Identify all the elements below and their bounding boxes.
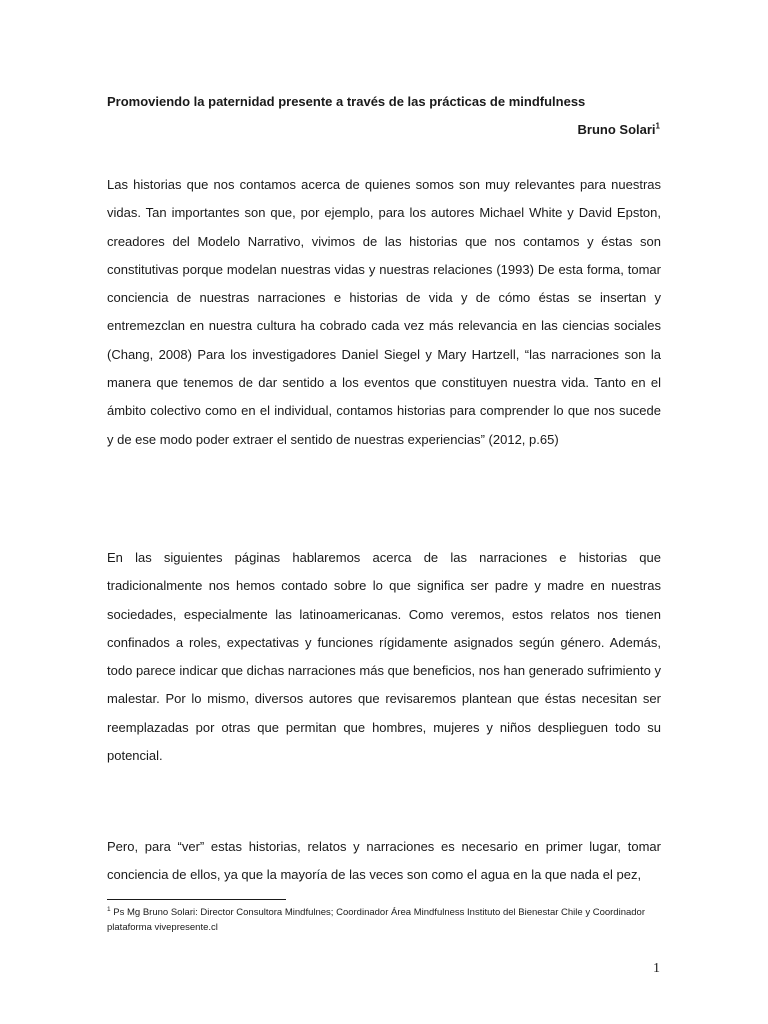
paragraph-3: Pero, para “ver” estas historias, relatos y narraciones es necesario en primer lugar, tomar conciencia de ellos, ya que la mayoría de las veces son como el agua en la que nada el pez, [107, 839, 661, 883]
footnote-separator [107, 899, 286, 900]
author-line [578, 122, 660, 138]
author-name: Bruno Solari [577, 122, 656, 137]
footnote [107, 905, 661, 935]
document-title: Promoviendo la paternidad presente a través de las prácticas de mindfulness [107, 94, 586, 109]
paragraph-1: Las historias que nos contamos acerca de quienes somos son muy relevantes para nuestras vidas. Tan importantes son que, por ejemplo, para los autores Michael White y David Epston, creadores del Modelo Narrativo, vivimos de las historias que nos contamos y éstas son constitutivas porque modelan nuestras vidas y nuestras relaciones (1993) De esta forma, tomar conciencia de nuestras narraciones e historias de vida y de cómo éstas se insertan y entremezclan en nuestra cultura ha cobrado cada vez más relevancia en las ciencias sociales (Chang, 2008) Para los investigadores Daniel Siegel y Mary Hartzell, “las narraciones son la manera que tenemos de dar sentido a los eventos que constituyen nuestra vida. Tanto en el ámbito colectivo como en el individual, contamos historias para comprender lo que nos sucede y de ese modo poder extraer el sentido de nuestras experiencias” (2012, p.65) [107, 177, 661, 447]
page-number: 1 [653, 961, 660, 976]
footnote-mark: 1 [107, 905, 111, 913]
paragraph-2: En las siguientes páginas hablaremos acerca de las narraciones e historias que tradicionalmente nos hemos contado sobre lo que significa ser padre y madre en nuestras sociedades, especialmente las latinoamericanas. Como veremos, estos relatos nos tienen confinados a roles, expectativas y funciones rígidamente asignados según género. Además, todo parece indicar que dichas narraciones más que beneficios, nos han generado sufrimiento y malestar. Por lo mismo, diversos autores que revisaremos plantean que éstas necesitan ser reemplazadas por otras que permitan que hombres, mujeres y niños desplieguen todo su potencial. [107, 550, 661, 764]
footnote-text: Ps Mg Bruno Solari: Director Consultora Mindfulnes; Coordinador Área Mindfulness Instituto del Bienestar Chile y Coordinador plataforma vivepresente.cl [107, 907, 645, 933]
author-footnote-mark: 1 [655, 121, 660, 131]
